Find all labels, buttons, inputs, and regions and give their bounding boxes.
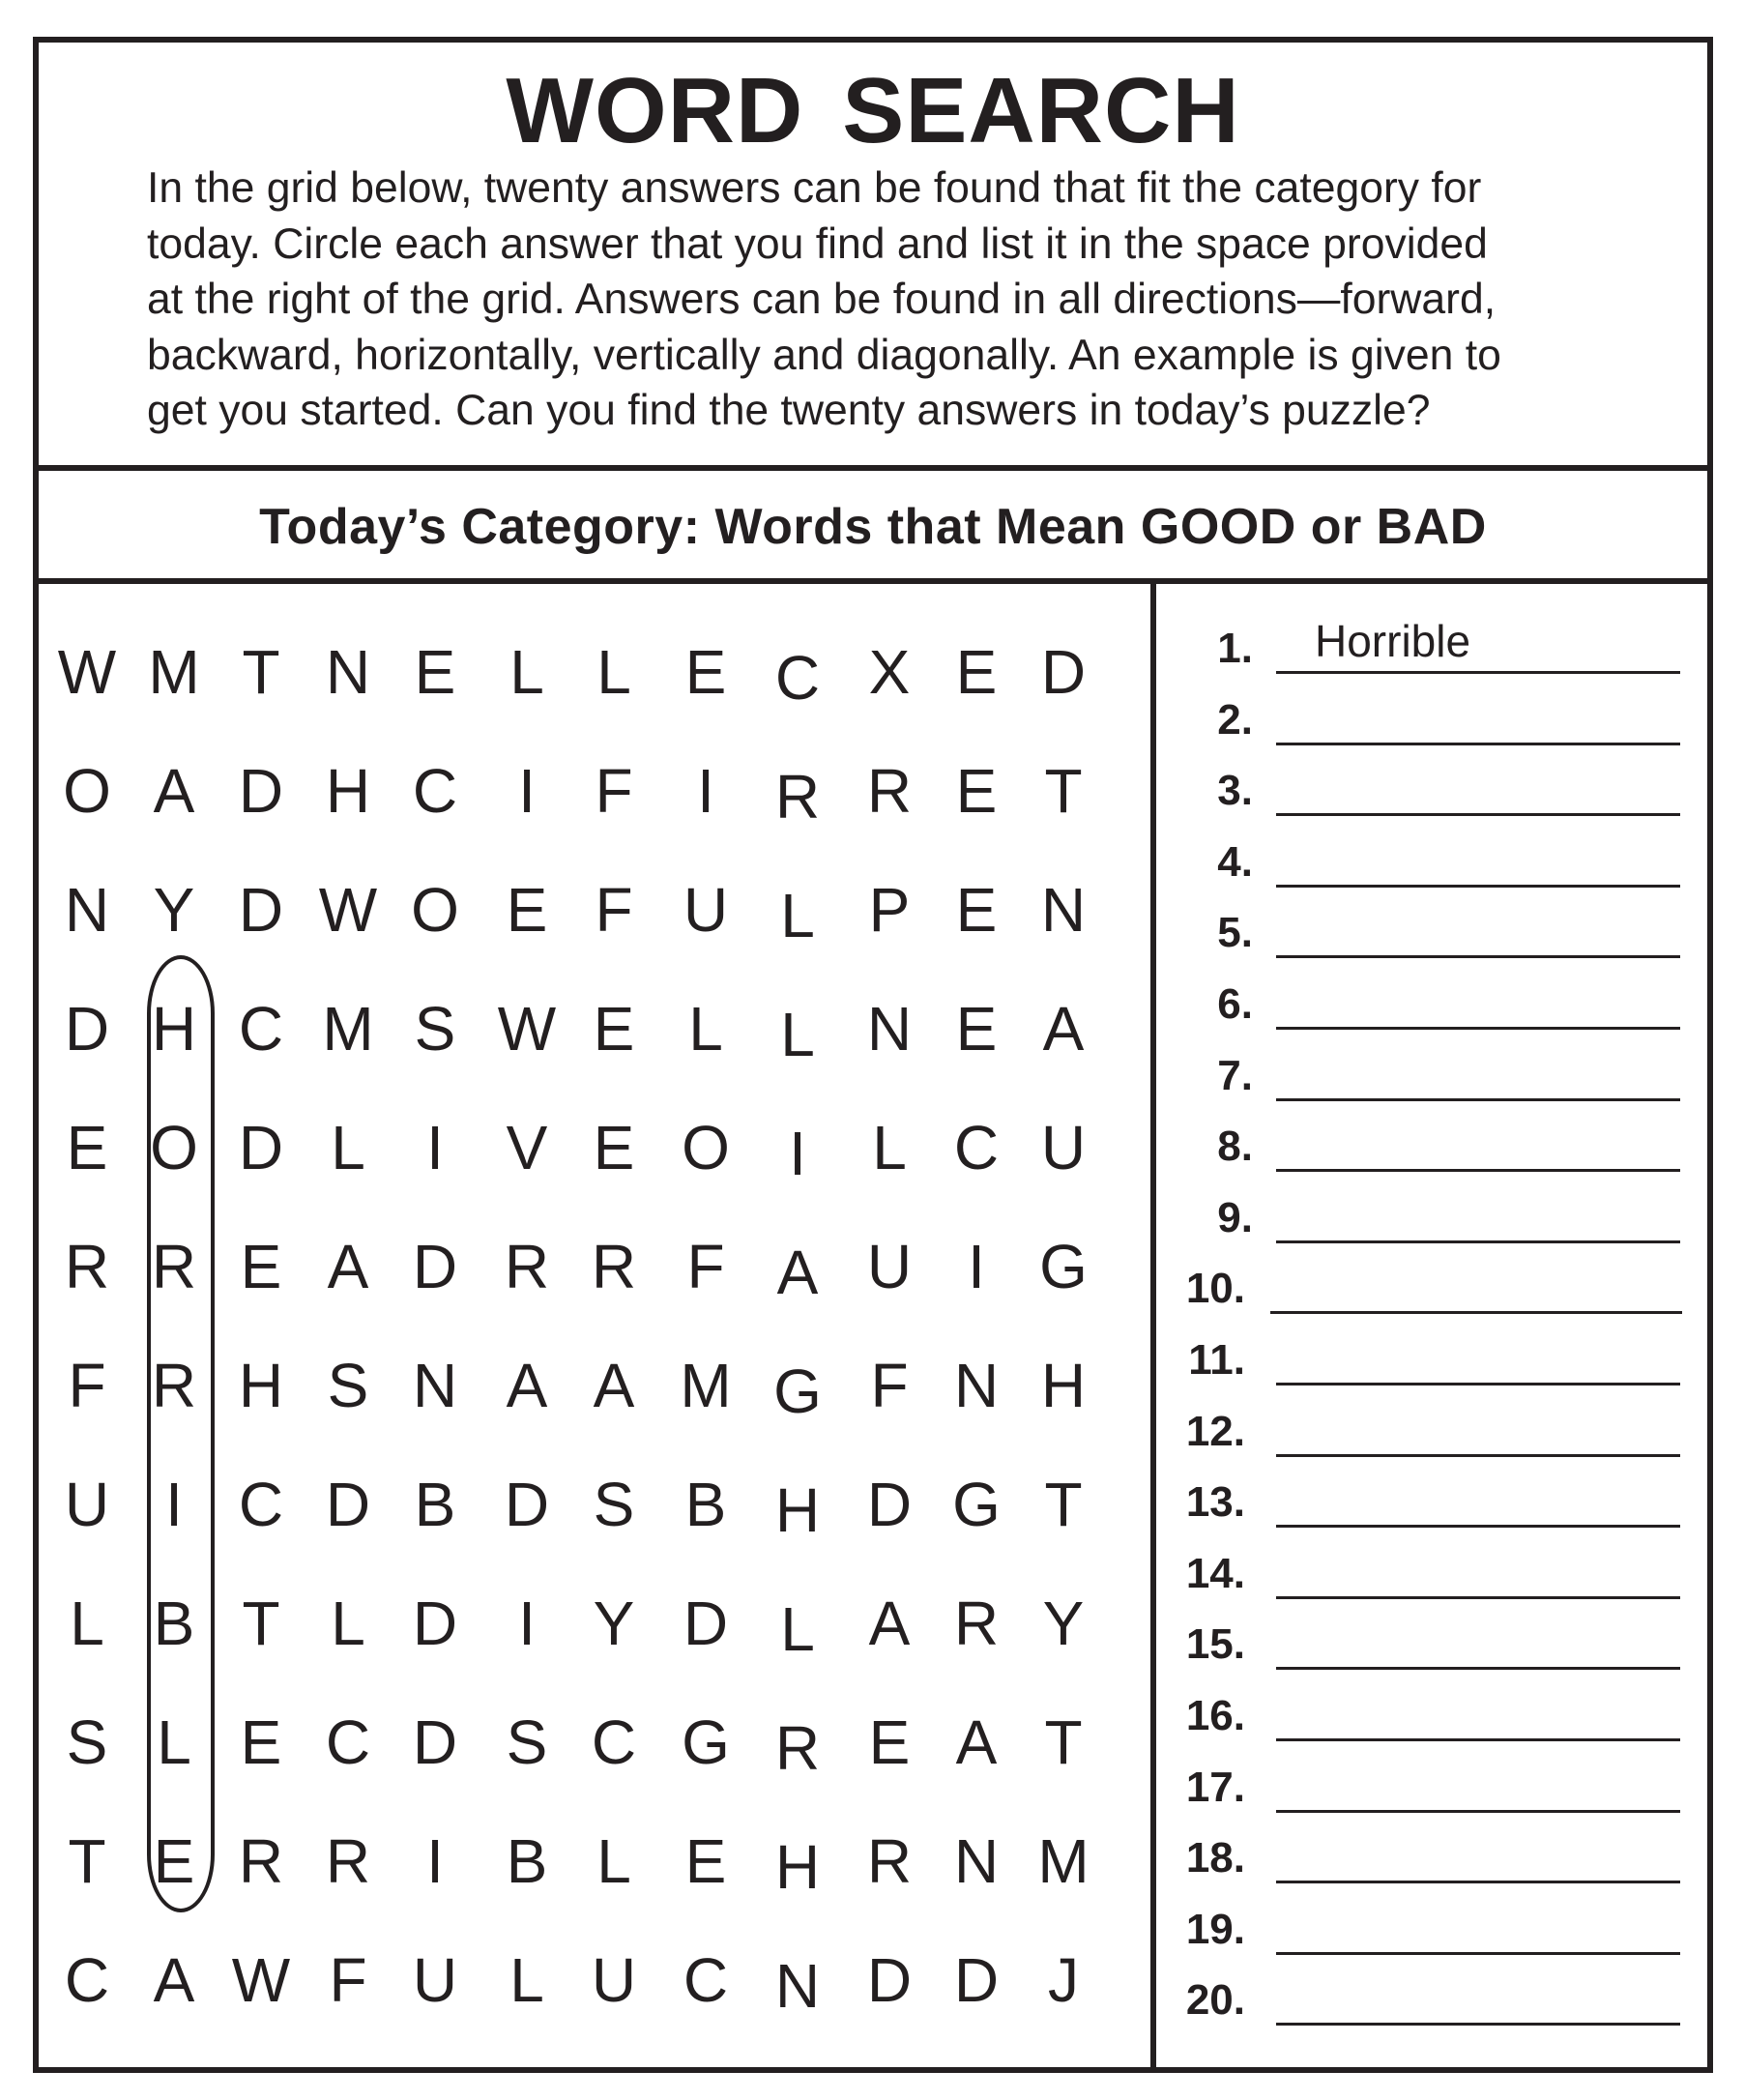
grid-letter[interactable]: H xyxy=(238,1351,284,1420)
grid-letter[interactable]: D xyxy=(1040,637,1087,707)
answer-row xyxy=(1162,757,1707,815)
answer-line[interactable] xyxy=(1276,1027,1680,1030)
grid-letter[interactable]: F xyxy=(68,1351,106,1420)
grid-letter[interactable]: L xyxy=(872,1113,907,1182)
instructions-line: backward, horizontally, vertically and diagonally. An example is given to xyxy=(147,331,1501,379)
grid-letter[interactable]: L xyxy=(509,637,544,707)
answer-line[interactable] xyxy=(1276,1881,1680,1883)
answer-row xyxy=(1162,1896,1707,1954)
grid-letter[interactable]: A xyxy=(776,1238,819,1307)
answer-number: 8. xyxy=(1217,1123,1253,1171)
grid-letter[interactable]: R xyxy=(325,1826,371,1896)
grid-letter[interactable]: A xyxy=(153,756,195,826)
answer-row xyxy=(1162,1113,1707,1171)
answer-line[interactable] xyxy=(1276,1454,1680,1457)
grid-letter[interactable]: U xyxy=(412,1945,458,2015)
grid-letter[interactable]: H xyxy=(325,756,371,826)
answer-row xyxy=(1162,1398,1707,1456)
answer-row xyxy=(1162,829,1707,887)
grid-letter[interactable]: T xyxy=(1044,1707,1083,1777)
grid-letter[interactable]: N xyxy=(866,994,913,1064)
grid-letter[interactable]: L xyxy=(70,1589,104,1658)
grid-letter[interactable]: W xyxy=(231,1945,291,2015)
instructions xyxy=(147,160,1674,439)
grid-letter[interactable]: A xyxy=(1042,994,1085,1064)
grid-letter[interactable]: L xyxy=(509,1945,544,2015)
grid-letter[interactable]: R xyxy=(151,1232,197,1301)
answer-number: 4. xyxy=(1217,837,1253,886)
grid-letter[interactable]: S xyxy=(414,994,456,1064)
grid-letter[interactable]: R xyxy=(866,1826,913,1896)
grid-letter[interactable]: R xyxy=(151,1351,197,1420)
answer-number: 11. xyxy=(1188,1336,1245,1384)
answer-number: 9. xyxy=(1217,1193,1253,1241)
answer-number: 3. xyxy=(1217,767,1253,815)
grid-letter[interactable]: E xyxy=(414,637,456,707)
answer-number: 12. xyxy=(1185,1407,1245,1455)
answer-number: 10. xyxy=(1185,1265,1245,1313)
grid-letter[interactable]: C xyxy=(683,1945,729,2015)
answer-row xyxy=(1162,1611,1707,1669)
grid-letter[interactable]: H xyxy=(774,1475,821,1545)
grid-letter[interactable]: E xyxy=(868,1707,911,1777)
category-divider xyxy=(33,578,1713,584)
grid-letter[interactable]: W xyxy=(318,875,378,945)
grid-letter[interactable]: N xyxy=(325,637,371,707)
grid-letter[interactable]: T xyxy=(242,637,280,707)
grid-letter[interactable]: L xyxy=(780,1000,815,1069)
grid-letter[interactable]: C xyxy=(238,1470,284,1539)
grid-letter[interactable]: S xyxy=(327,1351,369,1420)
grid-letter[interactable]: A xyxy=(868,1589,911,1658)
answer-number: 14. xyxy=(1185,1549,1245,1597)
grid-letter[interactable]: E xyxy=(593,1113,635,1182)
grid-letter[interactable]: A xyxy=(153,1945,195,2015)
grid-letter[interactable]: U xyxy=(683,875,729,945)
answer-line[interactable] xyxy=(1276,1952,1680,1955)
grid-letter[interactable]: D xyxy=(953,1945,1000,2015)
answer-line[interactable] xyxy=(1276,671,1680,674)
answer-row xyxy=(1162,899,1707,957)
grid-letter[interactable]: G xyxy=(682,1707,730,1777)
answer-row xyxy=(1162,1967,1707,2025)
answer-number: 5. xyxy=(1217,909,1253,957)
answer-number: 7. xyxy=(1217,1051,1253,1099)
answer-number: 19. xyxy=(1185,1905,1245,1953)
grid-letter[interactable]: R xyxy=(953,1589,1000,1658)
grid-letter[interactable]: M xyxy=(1037,1826,1090,1896)
grid-letter[interactable]: R xyxy=(504,1232,550,1301)
grid-letter[interactable]: T xyxy=(1044,756,1083,826)
answer-text[interactable]: Horrible xyxy=(1315,616,1471,666)
grid-letter[interactable]: R xyxy=(866,756,913,826)
grid-letter[interactable]: Y xyxy=(1042,1589,1085,1658)
grid-letter[interactable]: O xyxy=(682,1113,730,1182)
answer-number: 6. xyxy=(1217,980,1253,1028)
instructions-line: In the grid below, twenty answers can be found that fit the category for xyxy=(147,164,1482,212)
answer-line[interactable] xyxy=(1276,1810,1680,1813)
title-word-1: WORD xyxy=(506,59,804,162)
grid-letter[interactable]: B xyxy=(684,1470,727,1539)
grid-letter[interactable]: L xyxy=(780,881,815,950)
grid-letter[interactable]: U xyxy=(1040,1113,1087,1182)
grid-letter[interactable]: O xyxy=(63,756,111,826)
instructions-line: get you started. Can you find the twenty answers in today’s puzzle? xyxy=(147,387,1431,434)
answer-number: 16. xyxy=(1185,1692,1245,1739)
grid-letter[interactable]: O xyxy=(150,1113,198,1182)
grid-letter[interactable]: N xyxy=(64,875,110,945)
grid-letter[interactable]: D xyxy=(64,994,110,1064)
grid-letter[interactable]: I xyxy=(426,1826,444,1896)
answer-row xyxy=(1162,686,1707,744)
grid-letter[interactable]: C xyxy=(64,1945,110,2015)
answer-line[interactable] xyxy=(1276,743,1680,745)
grid-letter[interactable]: E xyxy=(955,875,998,945)
grid-letter[interactable]: C xyxy=(238,994,284,1064)
grid-letter[interactable]: T xyxy=(68,1826,106,1896)
grid-letter[interactable]: F xyxy=(329,1945,367,2015)
answer-line[interactable] xyxy=(1276,955,1680,958)
grid-letter[interactable]: B xyxy=(153,1589,195,1658)
answer-list xyxy=(1162,587,1707,2067)
title-word-2: SEARCH xyxy=(842,59,1240,162)
grid-letter[interactable]: S xyxy=(593,1470,635,1539)
grid-letter[interactable]: E xyxy=(684,637,727,707)
grid-letter[interactable]: D xyxy=(238,1113,284,1182)
answer-row xyxy=(1162,1327,1707,1385)
grid-letter[interactable]: H xyxy=(1040,1351,1087,1420)
grid-letter[interactable]: M xyxy=(148,637,200,707)
grid-letter[interactable]: C xyxy=(325,1707,371,1777)
grid-letter[interactable]: L xyxy=(688,994,723,1064)
grid-letter[interactable]: D xyxy=(412,1707,458,1777)
grid-letter[interactable]: A xyxy=(327,1232,369,1301)
example-circle xyxy=(147,955,215,1912)
grid-letter[interactable]: S xyxy=(506,1707,548,1777)
answer-line[interactable] xyxy=(1270,1311,1682,1314)
grid-letter[interactable]: A xyxy=(593,1351,635,1420)
grid-letter[interactable]: R xyxy=(774,1713,821,1783)
grid-letter[interactable]: E xyxy=(684,1826,727,1896)
grid-letter[interactable]: I xyxy=(518,1589,536,1658)
grid-letter[interactable]: G xyxy=(773,1356,822,1426)
grid-letter[interactable]: D xyxy=(866,1945,913,2015)
grid-letter[interactable]: I xyxy=(789,1119,806,1188)
answer-line[interactable] xyxy=(1276,1098,1680,1101)
grid-letter[interactable]: D xyxy=(412,1232,458,1301)
answer-number: 18. xyxy=(1185,1834,1245,1882)
grid-letter[interactable]: B xyxy=(506,1826,548,1896)
grid-letter[interactable]: W xyxy=(57,637,117,707)
grid-letter[interactable]: F xyxy=(595,875,633,945)
grid-letter[interactable]: B xyxy=(414,1470,456,1539)
grid-letter[interactable]: L xyxy=(331,1113,365,1182)
grid-letter[interactable]: N xyxy=(953,1826,1000,1896)
grid-letter[interactable]: D xyxy=(866,1470,913,1539)
header-divider xyxy=(33,465,1713,471)
grid-letter[interactable]: U xyxy=(866,1232,913,1301)
grid-letter[interactable]: E xyxy=(955,756,998,826)
answer-number: 1. xyxy=(1217,625,1253,672)
grid-letter[interactable]: G xyxy=(952,1470,1001,1539)
answer-line[interactable] xyxy=(1276,1240,1680,1243)
answer-row xyxy=(1162,971,1707,1029)
grid-letter[interactable]: L xyxy=(596,637,631,707)
answer-line[interactable] xyxy=(1276,1169,1680,1172)
answer-line[interactable] xyxy=(1276,1738,1680,1741)
grid-letter[interactable]: E xyxy=(153,1826,195,1896)
grid-letter[interactable]: E xyxy=(593,994,635,1064)
grid-letter[interactable]: E xyxy=(66,1113,108,1182)
answer-line[interactable] xyxy=(1276,2023,1680,2026)
grid-letter[interactable]: E xyxy=(955,994,998,1064)
answer-row xyxy=(1162,1255,1707,1313)
grid-letter[interactable]: H xyxy=(774,1832,821,1902)
grid-letter[interactable]: E xyxy=(955,637,998,707)
grid-letter[interactable]: L xyxy=(596,1826,631,1896)
grid-letter[interactable]: I xyxy=(165,1470,183,1539)
grid-letter[interactable]: H xyxy=(151,994,197,1064)
grid-letter[interactable]: N xyxy=(1040,875,1087,945)
category-heading: Today’s Category: Words that Mean GOOD or BAD xyxy=(259,499,1487,555)
grid-letter[interactable]: C xyxy=(774,643,821,713)
grid-letter[interactable]: R xyxy=(774,762,821,831)
grid-letter[interactable]: L xyxy=(331,1589,365,1658)
grid-letter[interactable]: C xyxy=(591,1707,637,1777)
grid-letter[interactable]: R xyxy=(238,1826,284,1896)
grid-letter[interactable]: F xyxy=(595,756,633,826)
grid-letter[interactable]: O xyxy=(411,875,459,945)
grid-letter[interactable]: N xyxy=(412,1351,458,1420)
answer-line[interactable] xyxy=(1276,1525,1680,1528)
grid-letter[interactable]: I xyxy=(968,1232,985,1301)
grid-letter[interactable]: V xyxy=(506,1113,548,1182)
answer-row xyxy=(1162,1540,1707,1598)
answer-line[interactable] xyxy=(1276,885,1680,888)
answer-number: 15. xyxy=(1185,1620,1245,1669)
answer-row xyxy=(1162,1469,1707,1527)
grid-letter[interactable]: I xyxy=(426,1113,444,1182)
grid-letter[interactable]: D xyxy=(238,756,284,826)
grid-letter[interactable]: I xyxy=(697,756,714,826)
grid-letter[interactable]: L xyxy=(780,1594,815,1664)
grid-letter[interactable]: R xyxy=(591,1232,637,1301)
grid-letter[interactable]: J xyxy=(1048,1945,1079,2015)
grid-letter[interactable]: U xyxy=(591,1945,637,2015)
grid-letter[interactable]: P xyxy=(868,875,911,945)
grid-letter[interactable]: U xyxy=(64,1470,110,1539)
grid-letter[interactable]: N xyxy=(953,1351,1000,1420)
grid-letter[interactable]: D xyxy=(325,1470,371,1539)
grid-letter[interactable]: G xyxy=(1039,1232,1088,1301)
grid-letter[interactable]: S xyxy=(66,1707,108,1777)
grid-letter[interactable]: I xyxy=(518,756,536,826)
answer-number: 13. xyxy=(1185,1478,1245,1527)
answer-row xyxy=(1162,1754,1707,1812)
grid-letter[interactable]: N xyxy=(774,1951,821,2021)
answer-line[interactable] xyxy=(1276,1596,1680,1599)
grid-letter[interactable]: M xyxy=(680,1351,732,1420)
answer-row xyxy=(1162,1682,1707,1740)
grid-letter[interactable]: E xyxy=(506,875,548,945)
grid-letter[interactable]: M xyxy=(322,994,374,1064)
grid-letter[interactable]: C xyxy=(953,1113,1000,1182)
grid-letter[interactable]: A xyxy=(955,1707,998,1777)
grid-letter[interactable]: Y xyxy=(593,1589,635,1658)
answer-line[interactable] xyxy=(1276,1383,1680,1385)
grid-letter[interactable]: E xyxy=(240,1707,282,1777)
grid-letter[interactable]: C xyxy=(412,756,458,826)
grid-letter[interactable]: D xyxy=(504,1470,550,1539)
grid-letter[interactable]: D xyxy=(412,1589,458,1658)
grid-letter[interactable]: F xyxy=(870,1351,909,1420)
grid-letter[interactable]: L xyxy=(157,1707,191,1777)
grid-letter[interactable]: D xyxy=(683,1589,729,1658)
answer-line[interactable] xyxy=(1276,813,1680,816)
answer-number: 2. xyxy=(1217,695,1253,744)
grid-letter[interactable]: X xyxy=(868,637,911,707)
grid-letter[interactable]: F xyxy=(686,1232,725,1301)
answer-number: 20. xyxy=(1185,1976,1245,2025)
answer-row xyxy=(1162,1824,1707,1882)
grid-letter[interactable]: E xyxy=(240,1232,282,1301)
answer-number: 17. xyxy=(1185,1763,1245,1811)
grid-letter[interactable]: T xyxy=(242,1589,280,1658)
answer-row xyxy=(1162,1042,1707,1100)
grid-letter[interactable]: A xyxy=(506,1351,548,1420)
grid-letter[interactable]: T xyxy=(1044,1470,1083,1539)
grid-letter[interactable]: W xyxy=(497,994,557,1064)
page-title xyxy=(33,58,1713,164)
grid-letter[interactable]: R xyxy=(64,1232,110,1301)
grid-letter[interactable]: Y xyxy=(153,875,195,945)
answer-line[interactable] xyxy=(1276,1667,1680,1670)
instructions-line: today. Circle each answer that you find and list it in the space provided xyxy=(147,219,1488,268)
answer-row xyxy=(1162,615,1707,673)
grid-letter[interactable]: D xyxy=(238,875,284,945)
instructions-line: at the right of the grid. Answers can be found in all directions—forward, xyxy=(147,276,1497,323)
answer-row xyxy=(1162,1184,1707,1242)
